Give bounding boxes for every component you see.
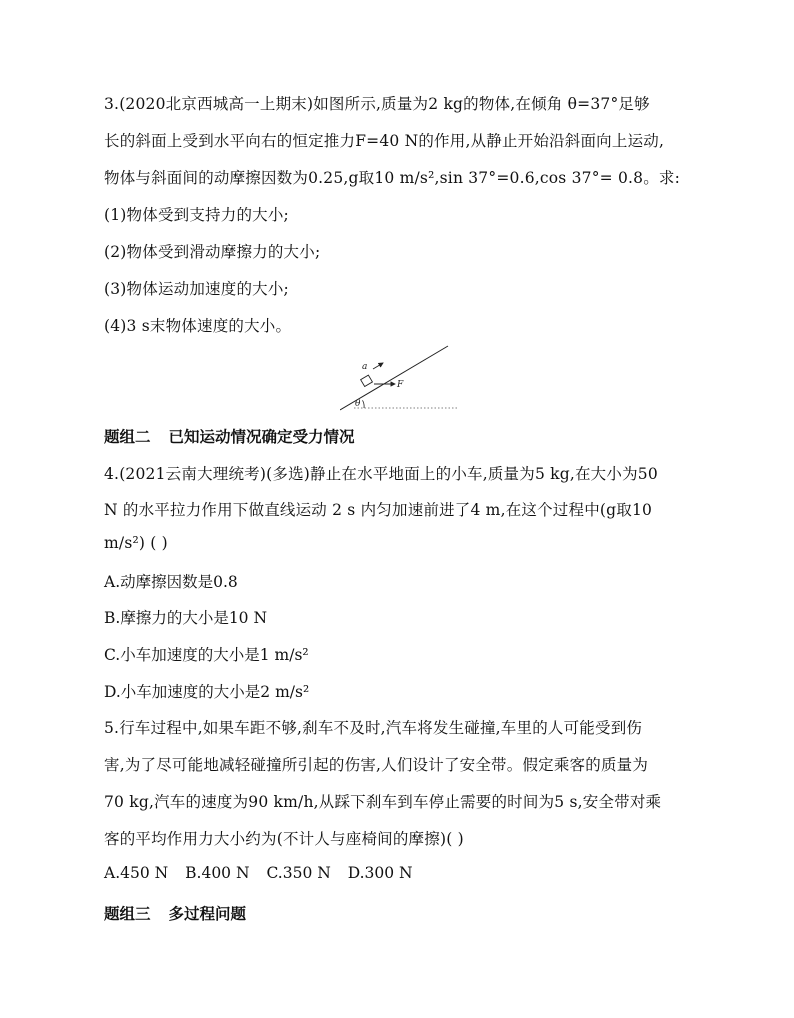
q5-option-a: A.450 N bbox=[104, 864, 169, 882]
q4-line-3: m/s²) ( ) bbox=[104, 534, 168, 552]
q4-option-c: C.小车加速度的大小是1 m/s² bbox=[104, 646, 309, 664]
q4-option-d: D.小车加速度的大小是2 m/s² bbox=[104, 683, 310, 701]
incline-figure bbox=[340, 342, 460, 414]
q4-line-1: 4.(2021云南大理统考)(多选)静止在水平地面上的小车,质量为5 kg,在大小为50 bbox=[104, 465, 658, 483]
acceleration-arrow bbox=[373, 363, 383, 369]
q3-line-3: 物体与斜面间的动摩擦因数为0.25,g取10 m/s²,sin 37°=0.6,cos 37°= 0.8。求: bbox=[104, 169, 681, 187]
group2-title-b: 已知运动情况确定受力情况 bbox=[168, 428, 355, 446]
q5-line-3: 70 kg,汽车的速度为90 km/h,从踩下刹车到车停止需要的时间为5 s,安全带对乘 bbox=[104, 793, 662, 811]
q3-sub-1: (1)物体受到支持力的大小; bbox=[104, 206, 289, 224]
q3-sub-2: (2)物体受到滑动摩擦力的大小; bbox=[104, 243, 321, 261]
q3-sub-4: (4)3 s末物体速度的大小。 bbox=[104, 317, 292, 335]
q5-option-d: D.300 N bbox=[347, 864, 413, 882]
group3-title-a: 题组三 bbox=[104, 905, 151, 923]
group2-heading bbox=[104, 425, 355, 447]
q3-line-2: 长的斜面上受到水平向右的恒定推力F=40 N的作用,从静止开始沿斜面向上运动, bbox=[104, 132, 665, 150]
group3-title-b: 多过程问题 bbox=[168, 905, 247, 923]
q4-option-a: A.动摩擦因数是0.8 bbox=[104, 573, 238, 591]
q3-line-1: 3.(2020北京西城高一上期末)如图所示,质量为2 kg的物体,在倾角 θ=37°足够 bbox=[104, 95, 650, 113]
block bbox=[361, 375, 373, 386]
group2-title-a: 题组二 bbox=[104, 428, 151, 446]
q5-line-2: 害,为了尽可能地减轻碰撞所引起的伤害,人们设计了安全带。假定乘客的质量为 bbox=[104, 756, 649, 774]
q5-option-c: C.350 N bbox=[266, 864, 331, 882]
label-theta: θ bbox=[355, 399, 361, 409]
q4-option-b: B.摩擦力的大小是10 N bbox=[104, 609, 268, 627]
q4-line-2: N 的水平拉力作用下做直线运动 2 s 内匀加速前进了4 m,在这个过程中(g取10 bbox=[104, 501, 653, 519]
q5-options bbox=[104, 864, 425, 882]
label-F: F bbox=[397, 380, 404, 390]
q5-option-b: B.400 N bbox=[185, 864, 250, 882]
q3-sub-3: (3)物体运动加速度的大小; bbox=[104, 280, 289, 298]
group3-heading bbox=[104, 902, 246, 924]
q5-line-1: 5.行车过程中,如果车距不够,刹车不及时,汽车将发生碰撞,车里的人可能受到伤 bbox=[104, 719, 643, 737]
q5-line-4: 客的平均作用力大小约为(不计人与座椅间的摩擦)( ) bbox=[104, 830, 464, 848]
angle-arc bbox=[363, 400, 365, 408]
label-a: a bbox=[362, 362, 368, 372]
